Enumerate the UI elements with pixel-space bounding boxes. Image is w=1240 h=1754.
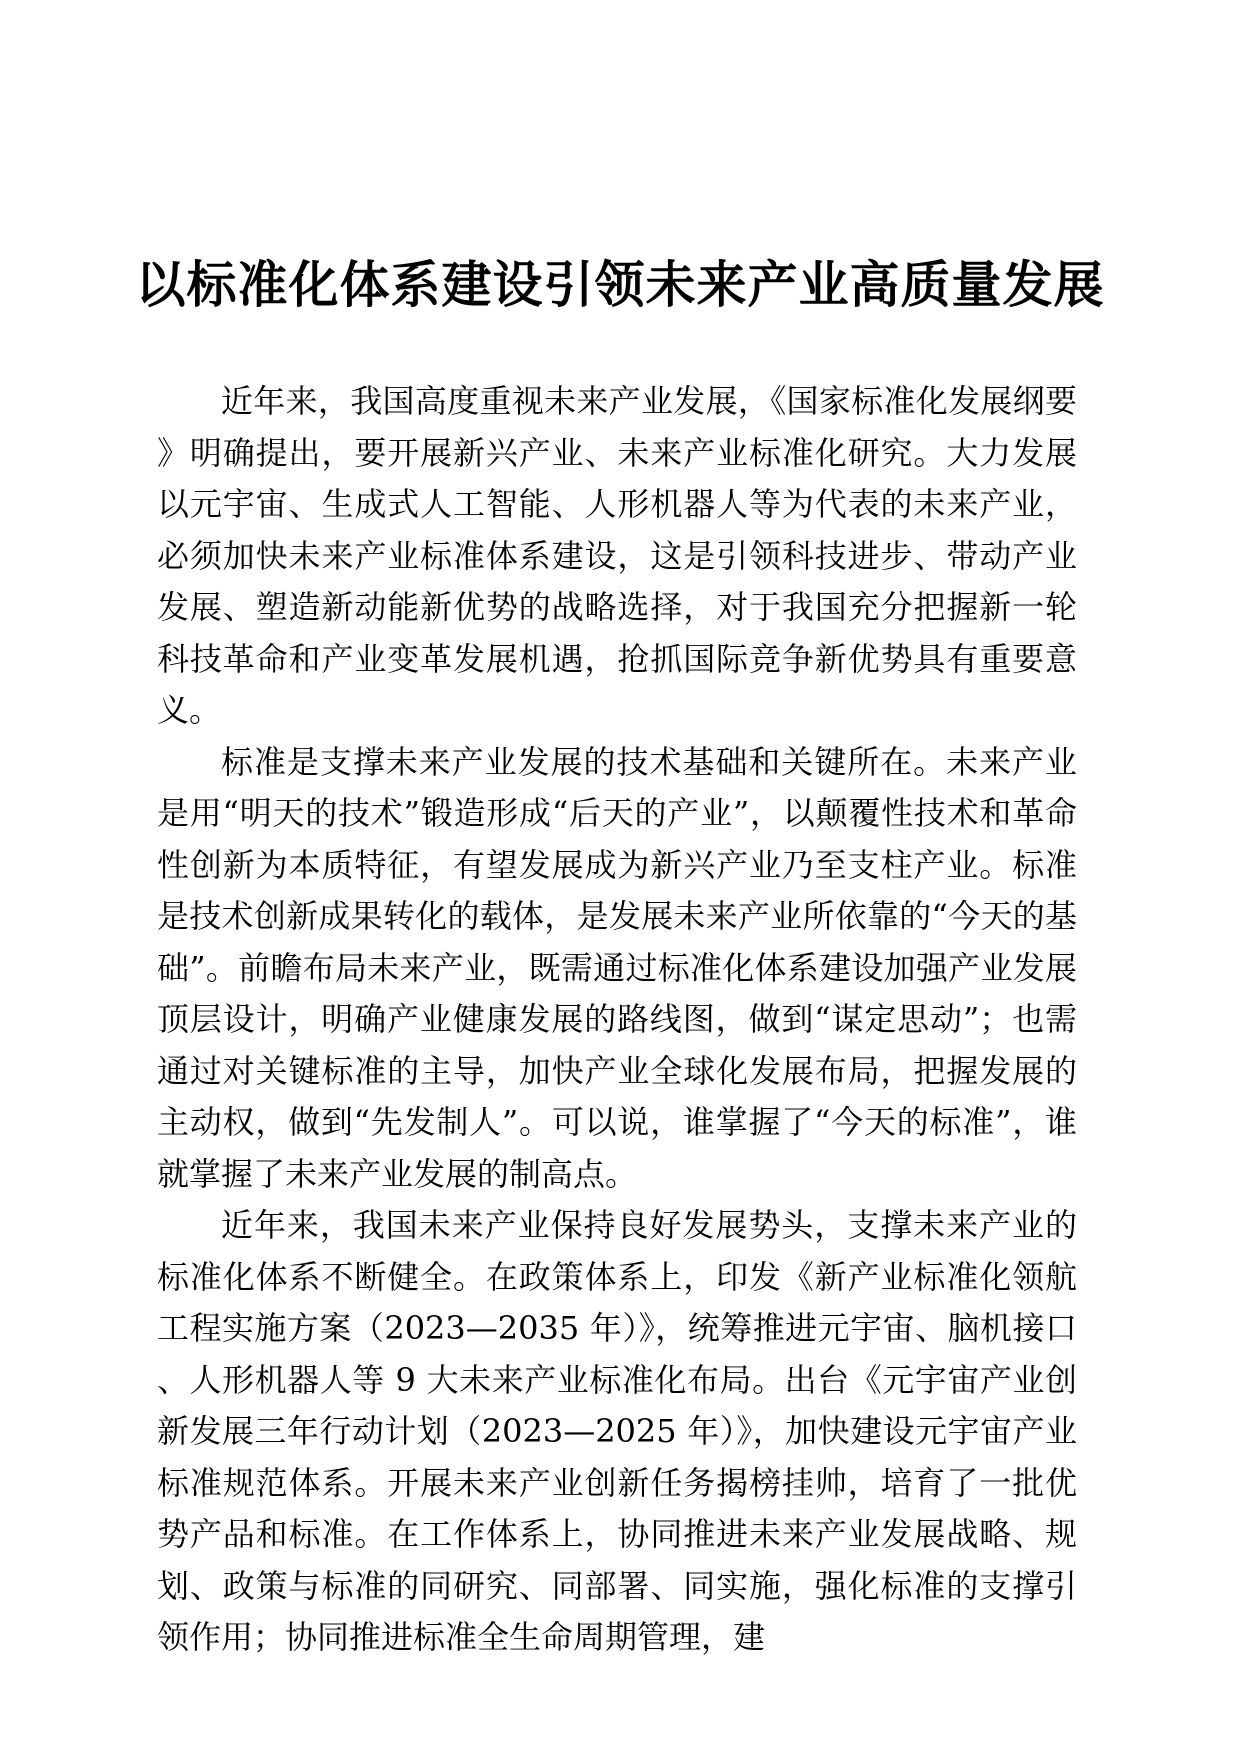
document-title: 以标准化体系建设引领未来产业高质量发展 (135, 255, 1105, 314)
document-body (157, 376, 1077, 1664)
paragraph-3: 近年来，我国未来产业保持良好发展势头，支撑未来产业的标准化体系不断健全。在政策体系上，印发《新产业标准化领航工程实施方案（2023—2035 年）》，统筹推进元宇宙、脑机接口、人形机器人等 9 大未来产业标准化布局。出台《元宇宙产业创新发展三年行动计划（2023—2025 年）》，加快建设元宇宙产业标准规范体系。开展未来产业创新任务揭榜挂帅，培育了一批优势产品和标准。在工作体系上，协同推进未来产业发展战略、规划、政策与标准的同研究、同部署、同实施，强化标准的支撑引领作用；协同推进标准全生命周期管理，建 (157, 1206, 1077, 1656)
paragraph-2: 标准是支撑未来产业发展的技术基础和关键所在。未来产业是用“明天的技术”锻造形成“后天的产业”，以颠覆性技术和革命性创新为本质特征，有望发展成为新兴产业乃至支柱产业。标准是技术创新成果转化的载体，是发展未来产业所依靠的“今天的基础”。前瞻布局未来产业，既需通过标准化体系建设加强产业发展顶层设计，明确产业健康发展的路线图，做到“谋定思动”；也需通过对关键标准的主导，加快产业全球化发展布局，把握发展的主动权，做到“先发制人”。可以说，谁掌握了“今天的标准”，谁就掌握了未来产业发展的制高点。 (157, 742, 1077, 1193)
paragraph-1: 近年来，我国高度重视未来产业发展，《国家标准化发展纲要》明确提出，要开展新兴产业、未来产业标准化研究。大力发展以元宇宙、生成式人工智能、人形机器人等为代表的未来产业，必须加快未来产业标准体系建设，这是引领科技进步、带动产业发展、塑造新动能新优势的战略选择，对于我国充分把握新一轮科技革命和产业变革发展机遇，抢抓国际竞争新优势具有重要意义。 (157, 382, 1077, 729)
